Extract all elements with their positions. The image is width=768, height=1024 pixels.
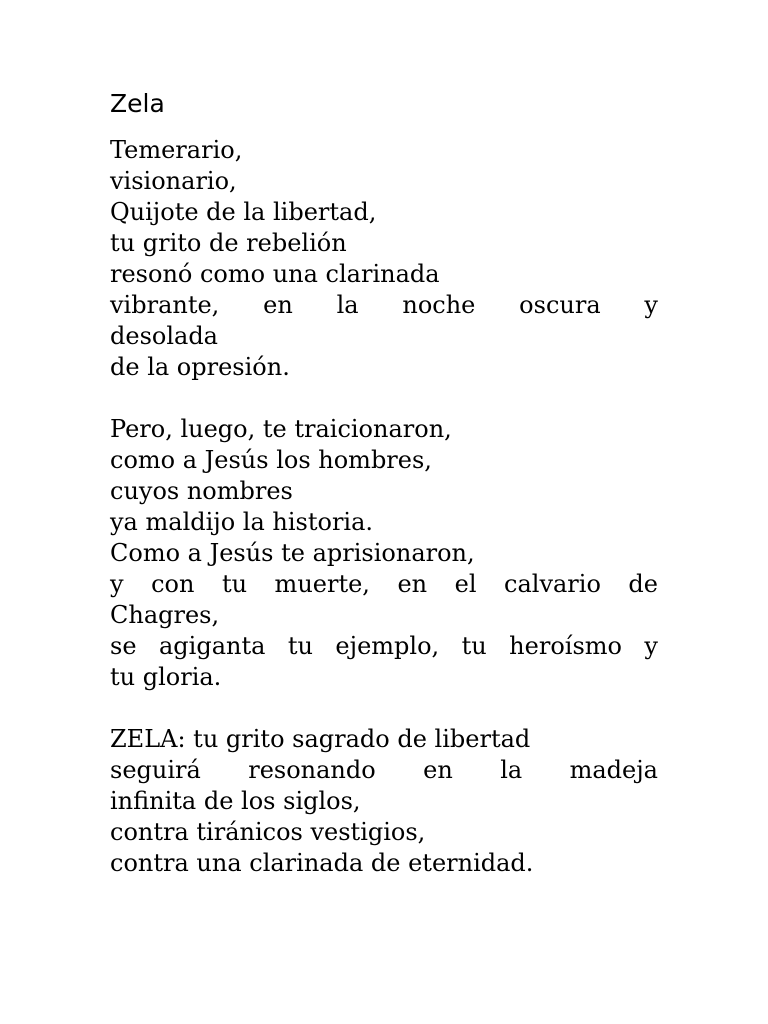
poem-line: Pero, luego, te traicionaron, — [110, 415, 452, 443]
poem-line: tu gloria. — [110, 663, 222, 691]
poem-line: resonó como una clarinada — [110, 260, 440, 288]
poem-line: como a Jesús los hombres, — [110, 446, 432, 474]
poem-line: contra una clarinada de eternidad. — [110, 849, 534, 877]
poem-line: ya maldijo la historia. — [110, 508, 374, 536]
poem-line: seguirá resonando en la madeja — [110, 756, 658, 784]
poem-title: Zela — [110, 89, 165, 118]
poem-line: Temerario, — [110, 136, 243, 164]
poem-line: contra tiránicos vestigios, — [110, 818, 426, 846]
poem-line: tu grito de rebelión — [110, 229, 347, 257]
poem-body — [110, 135, 658, 879]
poem-line: infinita de los siglos, — [110, 787, 361, 815]
poem-stanza — [110, 414, 658, 693]
poem-line: Quijote de la libertad, — [110, 198, 377, 226]
poem-line: visionario, — [110, 167, 237, 195]
poem-line: desolada — [110, 322, 218, 350]
poem-line: de la opresión. — [110, 353, 290, 381]
poem-line: ZELA: tu grito sagrado de libertad — [110, 725, 531, 753]
poem-line: Chagres, — [110, 601, 220, 629]
stanza-gap — [110, 383, 658, 414]
poem-line: vibrante, en la noche oscura y — [110, 291, 658, 319]
stanza-gap — [110, 693, 658, 724]
poem-line: Como a Jesús te aprisionaron, — [110, 539, 475, 567]
poem-line: y con tu muerte, en el calvario de — [110, 570, 658, 598]
poem-line: se agiganta tu ejemplo, tu heroísmo y — [110, 632, 658, 660]
poem-line: cuyos nombres — [110, 477, 293, 505]
poem-stanza — [110, 135, 658, 383]
poem-stanza — [110, 724, 658, 879]
